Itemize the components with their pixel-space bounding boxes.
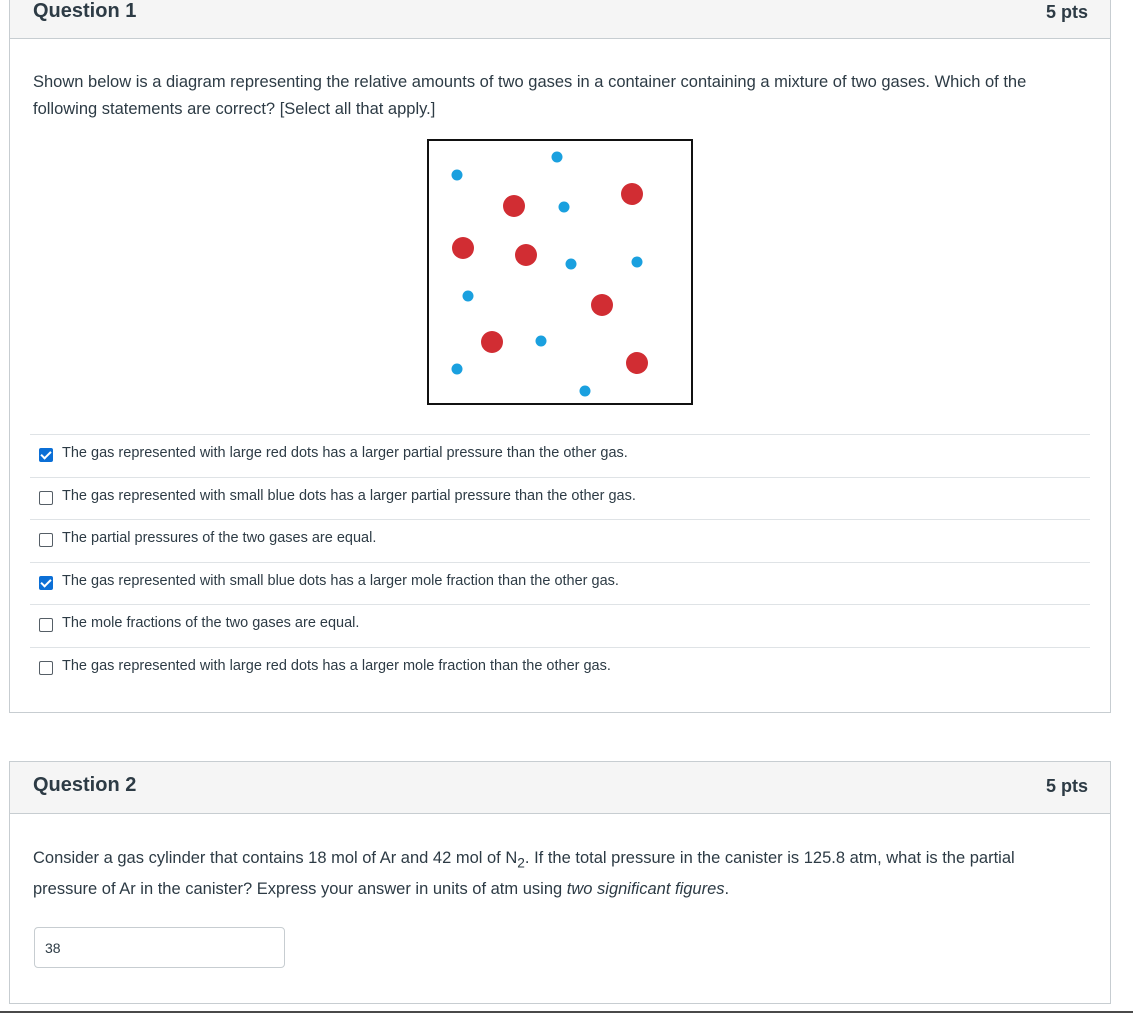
answer-list — [30, 434, 1090, 689]
question-2-points: 5 pts — [1045, 776, 1088, 796]
red-particle — [626, 352, 648, 374]
blue-particle — [536, 336, 547, 347]
question-2-text-part1: Consider a gas cylinder that contains 18 mol of Ar and 42 mol of N — [33, 849, 518, 867]
answer-checkbox[interactable] — [39, 618, 53, 632]
red-particle — [452, 237, 474, 259]
blue-particle — [552, 152, 563, 163]
answer-input[interactable] — [34, 927, 285, 968]
answer-label: The partial pressures of the two gases are equal. — [62, 530, 377, 546]
gas-mixture-svg — [429, 141, 691, 403]
gas-mixture-diagram — [427, 139, 693, 405]
question-2-title: Question 2 — [33, 774, 137, 796]
question-2-card — [9, 761, 1111, 1004]
question-1-title: Question 1 — [33, 0, 137, 22]
blue-particle — [463, 291, 474, 302]
blue-particle — [632, 257, 643, 268]
answer-label: The gas represented with small blue dots has a larger mole fraction than the other gas. — [62, 572, 619, 589]
red-particle — [515, 244, 537, 266]
question-2-text-part2: . If the total pressure in the canister is 125.8 atm, what is the partial pressure of Ar in the canister? Express your answer in units of atm using — [33, 849, 1015, 899]
answer-label: The gas represented with small blue dots has a larger partial pressure than the other gas. — [62, 487, 636, 504]
answer-label: The mole fractions of the two gases are equal. — [62, 615, 360, 631]
red-particle — [591, 294, 613, 316]
answer-checkbox[interactable] — [39, 448, 53, 462]
answer-label: The gas represented with large red dots has a larger partial pressure than the other gas. — [62, 445, 628, 461]
question-2-text-italic: two significant figures — [566, 880, 725, 899]
question-1-points: 5 pts — [1045, 2, 1088, 22]
answer-option[interactable] — [30, 604, 1090, 647]
blue-particle — [452, 364, 463, 375]
answer-checkbox[interactable] — [39, 661, 53, 675]
blue-particle — [559, 202, 570, 213]
red-particle — [621, 183, 643, 205]
red-particle — [481, 331, 503, 353]
answer-checkbox[interactable] — [39, 491, 53, 505]
answer-option[interactable] — [30, 434, 1090, 477]
answer-checkbox[interactable] — [39, 576, 53, 590]
question-1-text: Shown below is a diagram representing the relative amounts of two gases in a container containing a mixture of two gases. Which of the following statements are correct? [Select all that apply.] — [33, 73, 1027, 118]
answer-option[interactable] — [30, 647, 1090, 690]
question-1-header — [10, 0, 1110, 39]
answer-checkbox[interactable] — [39, 533, 53, 547]
blue-particle — [452, 170, 463, 181]
question-2-header — [10, 762, 1110, 814]
answer-option[interactable] — [30, 562, 1090, 605]
blue-particle — [580, 386, 591, 397]
question-2-text — [33, 845, 1083, 903]
answer-option[interactable] — [30, 477, 1090, 520]
question-2-text-part3: . — [724, 880, 730, 899]
answer-option[interactable] — [30, 519, 1090, 562]
page-bottom-divider — [0, 1011, 1133, 1013]
blue-particle — [566, 259, 577, 270]
question-1-card — [9, 0, 1111, 713]
question-2-subscript: 2 — [517, 855, 525, 871]
answer-label: The gas represented with large red dots has a larger mole fraction than the other gas. — [62, 657, 611, 674]
red-particle — [503, 195, 525, 217]
